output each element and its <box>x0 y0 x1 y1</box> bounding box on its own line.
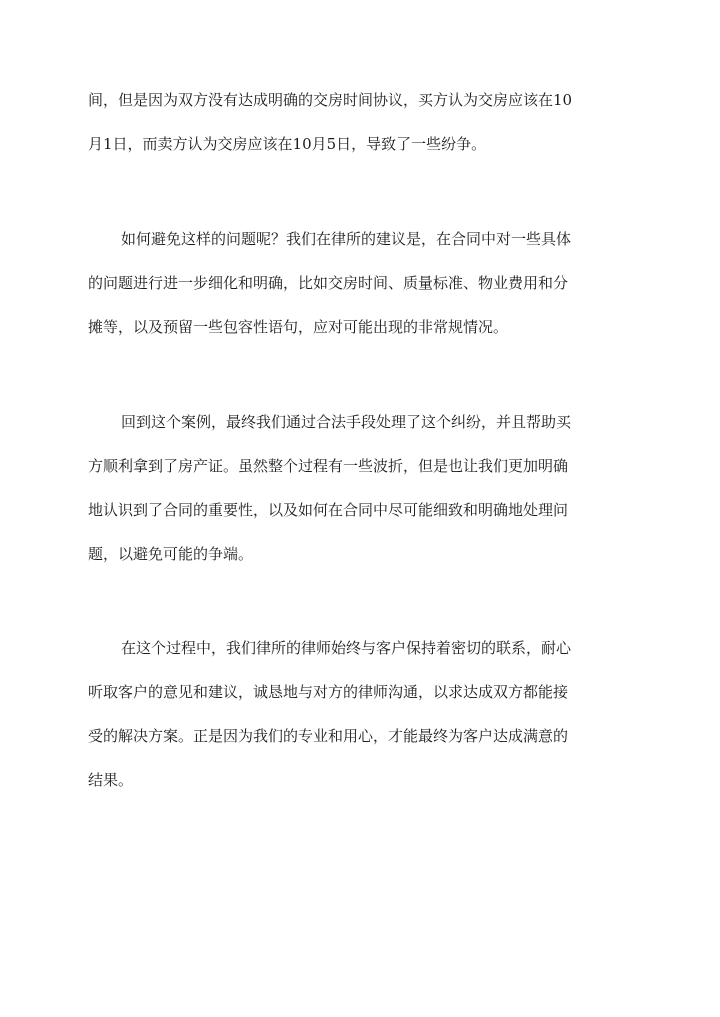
text-line: 月1日，而卖方认为交房应该在10月5日，导致了一些纷争。 <box>88 135 487 153</box>
text-line: 题，以避免可能的争端。 <box>88 545 254 563</box>
text-line: 受的解决方案。正是因为我们的专业和用心，才能最终为客户达成满意的 <box>88 727 569 745</box>
paragraph-continuation <box>88 78 634 166</box>
text-line: 回到这个案例，最终我们通过合法手段处理了这个纠纷，并且帮助买 <box>121 413 572 431</box>
text-line: 地认识到了合同的重要性，以及如何在合同中尽可能细致和明确地处理问 <box>88 501 569 519</box>
text-line: 结果。 <box>88 771 134 789</box>
text-line: 方顺利拿到了房产证。虽然整个过程有一些波折，但是也让我们更加明确 <box>88 457 569 475</box>
text-line: 摊等，以及预留一些包容性语句，应对可能出现的非常规情况。 <box>88 318 509 336</box>
text-line: 在这个过程中，我们律所的律师始终与客户保持着密切的联系，耐心 <box>121 639 572 657</box>
paragraph-advice <box>88 217 634 349</box>
text-line: 的问题进行进一步细化和明确，比如交房时间、质量标准、物业费用和分 <box>88 274 569 292</box>
paragraph-client-communication <box>88 626 634 802</box>
text-line: 间，但是因为双方没有达成明确的交房时间协议，买方认为交房应该在10 <box>88 91 573 109</box>
paragraph-case-result <box>88 400 634 576</box>
text-line: 听取客户的意见和建议，诚恳地与对方的律师沟通，以求达成双方都能接 <box>88 683 569 701</box>
text-line: 如何避免这样的问题呢？我们在律所的建议是，在合同中对一些具体 <box>121 230 572 248</box>
